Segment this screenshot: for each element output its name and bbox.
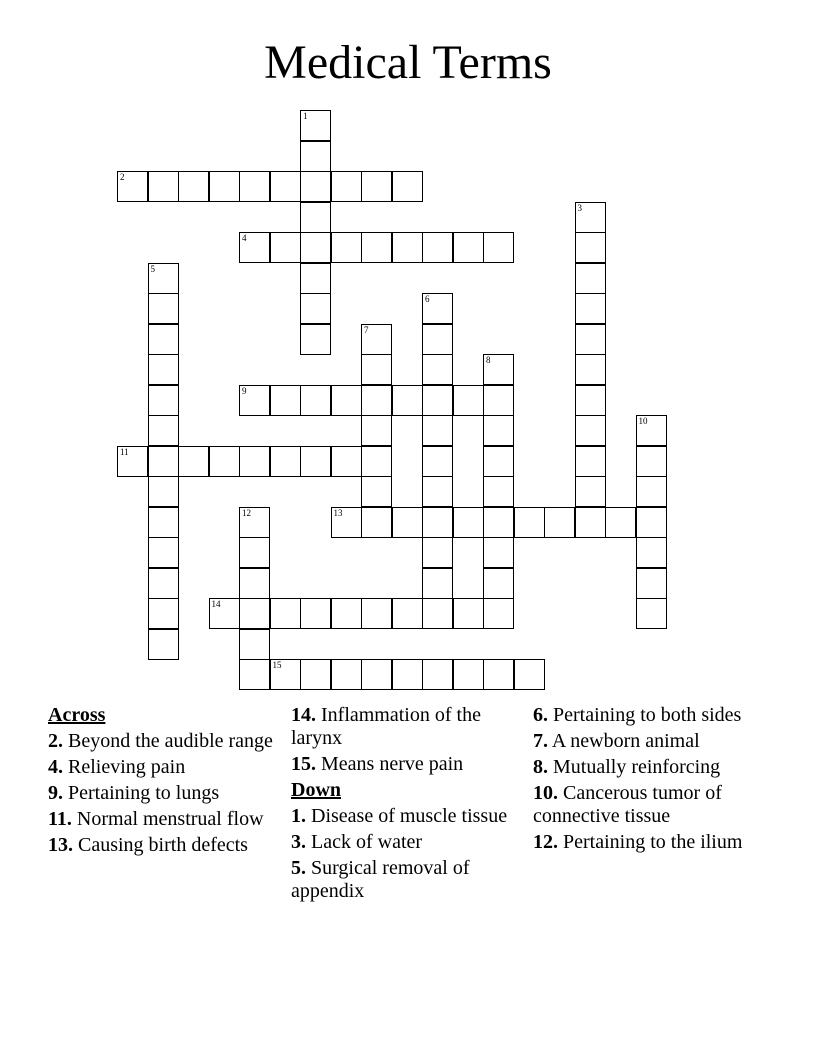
- crossword-cell[interactable]: [483, 659, 514, 690]
- cell-number: 8: [486, 355, 491, 365]
- crossword-cell[interactable]: [361, 232, 392, 263]
- crossword-cell[interactable]: [422, 324, 453, 355]
- clue-number: 6.: [533, 704, 548, 726]
- crossword-cell[interactable]: [239, 446, 270, 477]
- crossword-cell[interactable]: [575, 476, 606, 507]
- crossword-cell[interactable]: [636, 476, 667, 507]
- crossword-cell[interactable]: [270, 385, 301, 416]
- cell-number: 9: [242, 385, 247, 396]
- crossword-cell[interactable]: [361, 324, 392, 355]
- crossword-cell[interactable]: [453, 659, 484, 690]
- crossword-cell[interactable]: [422, 446, 453, 477]
- crossword-cell[interactable]: [514, 659, 545, 690]
- crossword-cell[interactable]: [331, 659, 362, 690]
- crossword-cell[interactable]: [483, 598, 514, 629]
- crossword-cell[interactable]: [239, 232, 270, 263]
- clue-across-13: [48, 834, 286, 857]
- clue-number: 13.: [48, 834, 73, 856]
- clue-number: 4.: [48, 756, 63, 778]
- crossword-cell[interactable]: [575, 232, 606, 263]
- crossword-cell[interactable]: [575, 507, 606, 538]
- crossword-cell[interactable]: [361, 507, 392, 538]
- crossword-cell[interactable]: [422, 232, 453, 263]
- crossword-cell[interactable]: [453, 598, 484, 629]
- crossword-cell[interactable]: [422, 659, 453, 690]
- clue-text: Mutually reinforcing: [553, 756, 721, 778]
- crossword-cell[interactable]: [392, 171, 423, 202]
- clues-column-2: [291, 704, 529, 906]
- crossword-cell[interactable]: [636, 537, 667, 568]
- crossword-cell[interactable]: [422, 385, 453, 416]
- crossword-cell[interactable]: [270, 446, 301, 477]
- clue-across-11: [48, 808, 286, 831]
- crossword-cell[interactable]: [270, 598, 301, 629]
- crossword-cell[interactable]: [422, 415, 453, 446]
- crossword-cell[interactable]: [392, 598, 423, 629]
- down-heading: Down: [291, 779, 342, 801]
- crossword-cell[interactable]: [300, 385, 331, 416]
- crossword-cell[interactable]: [575, 202, 606, 233]
- clue-text: Cancerous tumor of connective tissue: [533, 782, 722, 827]
- crossword-cell[interactable]: [422, 476, 453, 507]
- cell-number: 14: [211, 599, 221, 609]
- crossword-cell[interactable]: [483, 507, 514, 538]
- clue-down-8: [533, 756, 771, 779]
- crossword-cell[interactable]: [575, 263, 606, 294]
- crossword-cell[interactable]: [270, 171, 301, 202]
- crossword-cell[interactable]: [483, 232, 514, 263]
- crossword-cell[interactable]: [483, 415, 514, 446]
- crossword-cell[interactable]: [148, 293, 179, 324]
- crossword-cell[interactable]: [270, 659, 301, 690]
- crossword-cell[interactable]: [209, 446, 240, 477]
- cell-number: 1: [303, 111, 308, 121]
- crossword-cell[interactable]: [300, 598, 331, 629]
- crossword-cell[interactable]: [300, 659, 331, 690]
- crossword-cell[interactable]: [300, 232, 331, 263]
- crossword-cell[interactable]: [300, 263, 331, 294]
- crossword-cell[interactable]: [483, 537, 514, 568]
- crossword-cell[interactable]: [239, 171, 270, 202]
- crossword-cell[interactable]: [636, 415, 667, 446]
- cell-number: 10: [638, 416, 648, 426]
- crossword-cell[interactable]: [239, 629, 270, 660]
- clues-column-3: [533, 704, 771, 857]
- crossword-cell[interactable]: [331, 598, 362, 629]
- cell-number: 11: [120, 446, 129, 457]
- clue-text: Relieving pain: [68, 756, 186, 778]
- clue-text: Inflammation of the larynx: [291, 704, 481, 749]
- clue-number: 3.: [291, 831, 306, 853]
- crossword-cell[interactable]: [178, 446, 209, 477]
- crossword-cell[interactable]: [300, 446, 331, 477]
- crossword-cell[interactable]: [148, 598, 179, 629]
- cell-number: 6: [425, 294, 430, 304]
- crossword-cell[interactable]: [453, 385, 484, 416]
- crossword-cell[interactable]: [239, 507, 270, 538]
- crossword-cell[interactable]: [148, 171, 179, 202]
- clue-number: 15.: [291, 753, 316, 775]
- across-heading: Across: [48, 704, 106, 726]
- clue-number: 12.: [533, 831, 558, 853]
- cell-number: 5: [150, 263, 155, 274]
- crossword-cell[interactable]: [575, 446, 606, 477]
- crossword-cell[interactable]: [636, 598, 667, 629]
- clue-text: Normal menstrual flow: [76, 808, 264, 830]
- cell-number: 12: [242, 507, 251, 518]
- clue-down-7: [533, 730, 771, 753]
- crossword-cell[interactable]: [483, 476, 514, 507]
- crossword-cell[interactable]: [514, 507, 545, 538]
- crossword-cell[interactable]: [636, 507, 667, 538]
- cell-number: 13: [333, 507, 343, 518]
- cell-number: 15: [272, 660, 282, 670]
- crossword-cell[interactable]: [209, 171, 240, 202]
- clues-column-1: [48, 704, 286, 860]
- crossword-cell[interactable]: [331, 446, 362, 477]
- clue-text: A newborn animal: [551, 730, 700, 752]
- crossword-cell[interactable]: [148, 507, 179, 538]
- clue-number: 5.: [291, 857, 306, 879]
- clue-across-2: [48, 730, 286, 753]
- crossword-cell[interactable]: [453, 507, 484, 538]
- crossword-cell[interactable]: [117, 171, 148, 202]
- clue-down-1: [291, 805, 529, 828]
- clue-text: Pertaining to both sides: [553, 704, 742, 726]
- crossword-cell[interactable]: [148, 537, 179, 568]
- crossword-cell[interactable]: [575, 293, 606, 324]
- crossword-cell[interactable]: [453, 232, 484, 263]
- crossword-cell[interactable]: [300, 141, 331, 172]
- clue-down-10: [533, 782, 771, 828]
- clue-text: Disease of muscle tissue: [311, 805, 508, 827]
- crossword-cell[interactable]: [361, 171, 392, 202]
- clue-across-14: [291, 704, 529, 750]
- crossword-cell[interactable]: [178, 171, 209, 202]
- clue-number: 8.: [533, 756, 548, 778]
- crossword-cell[interactable]: [331, 385, 362, 416]
- crossword-cell[interactable]: [361, 598, 392, 629]
- clue-number: 11.: [48, 808, 72, 830]
- crossword-cell[interactable]: [148, 324, 179, 355]
- clue-text: Beyond the audible range: [68, 730, 273, 752]
- crossword-cell[interactable]: [361, 415, 392, 446]
- crossword-cell[interactable]: [148, 568, 179, 599]
- clue-text: Lack of water: [311, 831, 423, 853]
- crossword-cell[interactable]: [361, 446, 392, 477]
- crossword-cell[interactable]: [270, 232, 301, 263]
- crossword-cell[interactable]: [361, 476, 392, 507]
- crossword-cell[interactable]: [483, 354, 514, 385]
- clue-text: Causing birth defects: [78, 834, 248, 856]
- crossword-cell[interactable]: [575, 324, 606, 355]
- clue-down-6: [533, 704, 771, 727]
- crossword-cell[interactable]: [209, 598, 240, 629]
- crossword-cell[interactable]: [575, 354, 606, 385]
- crossword-cell[interactable]: [331, 171, 362, 202]
- clue-number: 1.: [291, 805, 306, 827]
- crossword-cell[interactable]: [422, 293, 453, 324]
- crossword-cell[interactable]: [239, 568, 270, 599]
- crossword-cell[interactable]: [483, 568, 514, 599]
- clue-across-9: [48, 782, 286, 805]
- clue-number: 2.: [48, 730, 63, 752]
- crossword-cell[interactable]: [483, 385, 514, 416]
- crossword-cell[interactable]: [117, 446, 148, 477]
- crossword-cell[interactable]: [575, 415, 606, 446]
- crossword-cell[interactable]: [148, 385, 179, 416]
- clue-number: 9.: [48, 782, 63, 804]
- crossword-cell[interactable]: [300, 324, 331, 355]
- crossword-cell[interactable]: [331, 507, 362, 538]
- crossword-cell[interactable]: [148, 354, 179, 385]
- crossword-cell[interactable]: [361, 385, 392, 416]
- clue-down-12: [533, 831, 771, 854]
- clue-text: Surgical removal of appendix: [291, 857, 470, 902]
- crossword-cell[interactable]: [605, 507, 636, 538]
- clue-number: 10.: [533, 782, 558, 804]
- crossword-cell[interactable]: [300, 202, 331, 233]
- crossword-cell[interactable]: [361, 659, 392, 690]
- clue-across-15: [291, 753, 529, 776]
- crossword-cell[interactable]: [483, 446, 514, 477]
- crossword-cell[interactable]: [422, 537, 453, 568]
- crossword-cell[interactable]: [422, 507, 453, 538]
- clue-text: Means nerve pain: [321, 753, 464, 775]
- crossword-cell[interactable]: [300, 171, 331, 202]
- cell-number: 7: [364, 324, 369, 335]
- clue-number: 14.: [291, 704, 316, 726]
- crossword-cell[interactable]: [300, 110, 331, 141]
- crossword-cell[interactable]: [636, 446, 667, 477]
- page-title: Medical Terms: [264, 36, 552, 89]
- crossword-cell[interactable]: [148, 263, 179, 294]
- crossword-cell[interactable]: [544, 507, 575, 538]
- clue-text: Pertaining to lungs: [68, 782, 220, 804]
- crossword-cell[interactable]: [148, 415, 179, 446]
- crossword-cell[interactable]: [239, 385, 270, 416]
- cell-number: 2: [120, 172, 125, 182]
- crossword-cell[interactable]: [392, 385, 423, 416]
- crossword-cell[interactable]: [636, 568, 667, 599]
- crossword-cell[interactable]: [239, 598, 270, 629]
- crossword-cell[interactable]: [331, 232, 362, 263]
- crossword-cell[interactable]: [575, 385, 606, 416]
- clue-across-4: [48, 756, 286, 779]
- cell-number: 4: [242, 233, 247, 243]
- clue-down-5: [291, 857, 529, 903]
- crossword-cell[interactable]: [300, 293, 331, 324]
- crossword-cell[interactable]: [392, 659, 423, 690]
- crossword-cell[interactable]: [422, 568, 453, 599]
- crossword-cell[interactable]: [422, 598, 453, 629]
- crossword-cell[interactable]: [148, 629, 179, 660]
- crossword-cell[interactable]: [392, 232, 423, 263]
- crossword-cell[interactable]: [148, 476, 179, 507]
- crossword-cell[interactable]: [422, 354, 453, 385]
- crossword-cell[interactable]: [361, 354, 392, 385]
- cell-number: 3: [577, 202, 582, 213]
- clue-number: 7.: [533, 730, 548, 752]
- crossword-cell[interactable]: [239, 537, 270, 568]
- crossword-cell[interactable]: [392, 507, 423, 538]
- crossword-cell[interactable]: [239, 659, 270, 690]
- clue-text: Pertaining to the ilium: [563, 831, 743, 853]
- crossword-cell[interactable]: [148, 446, 179, 477]
- clue-down-3: [291, 831, 529, 854]
